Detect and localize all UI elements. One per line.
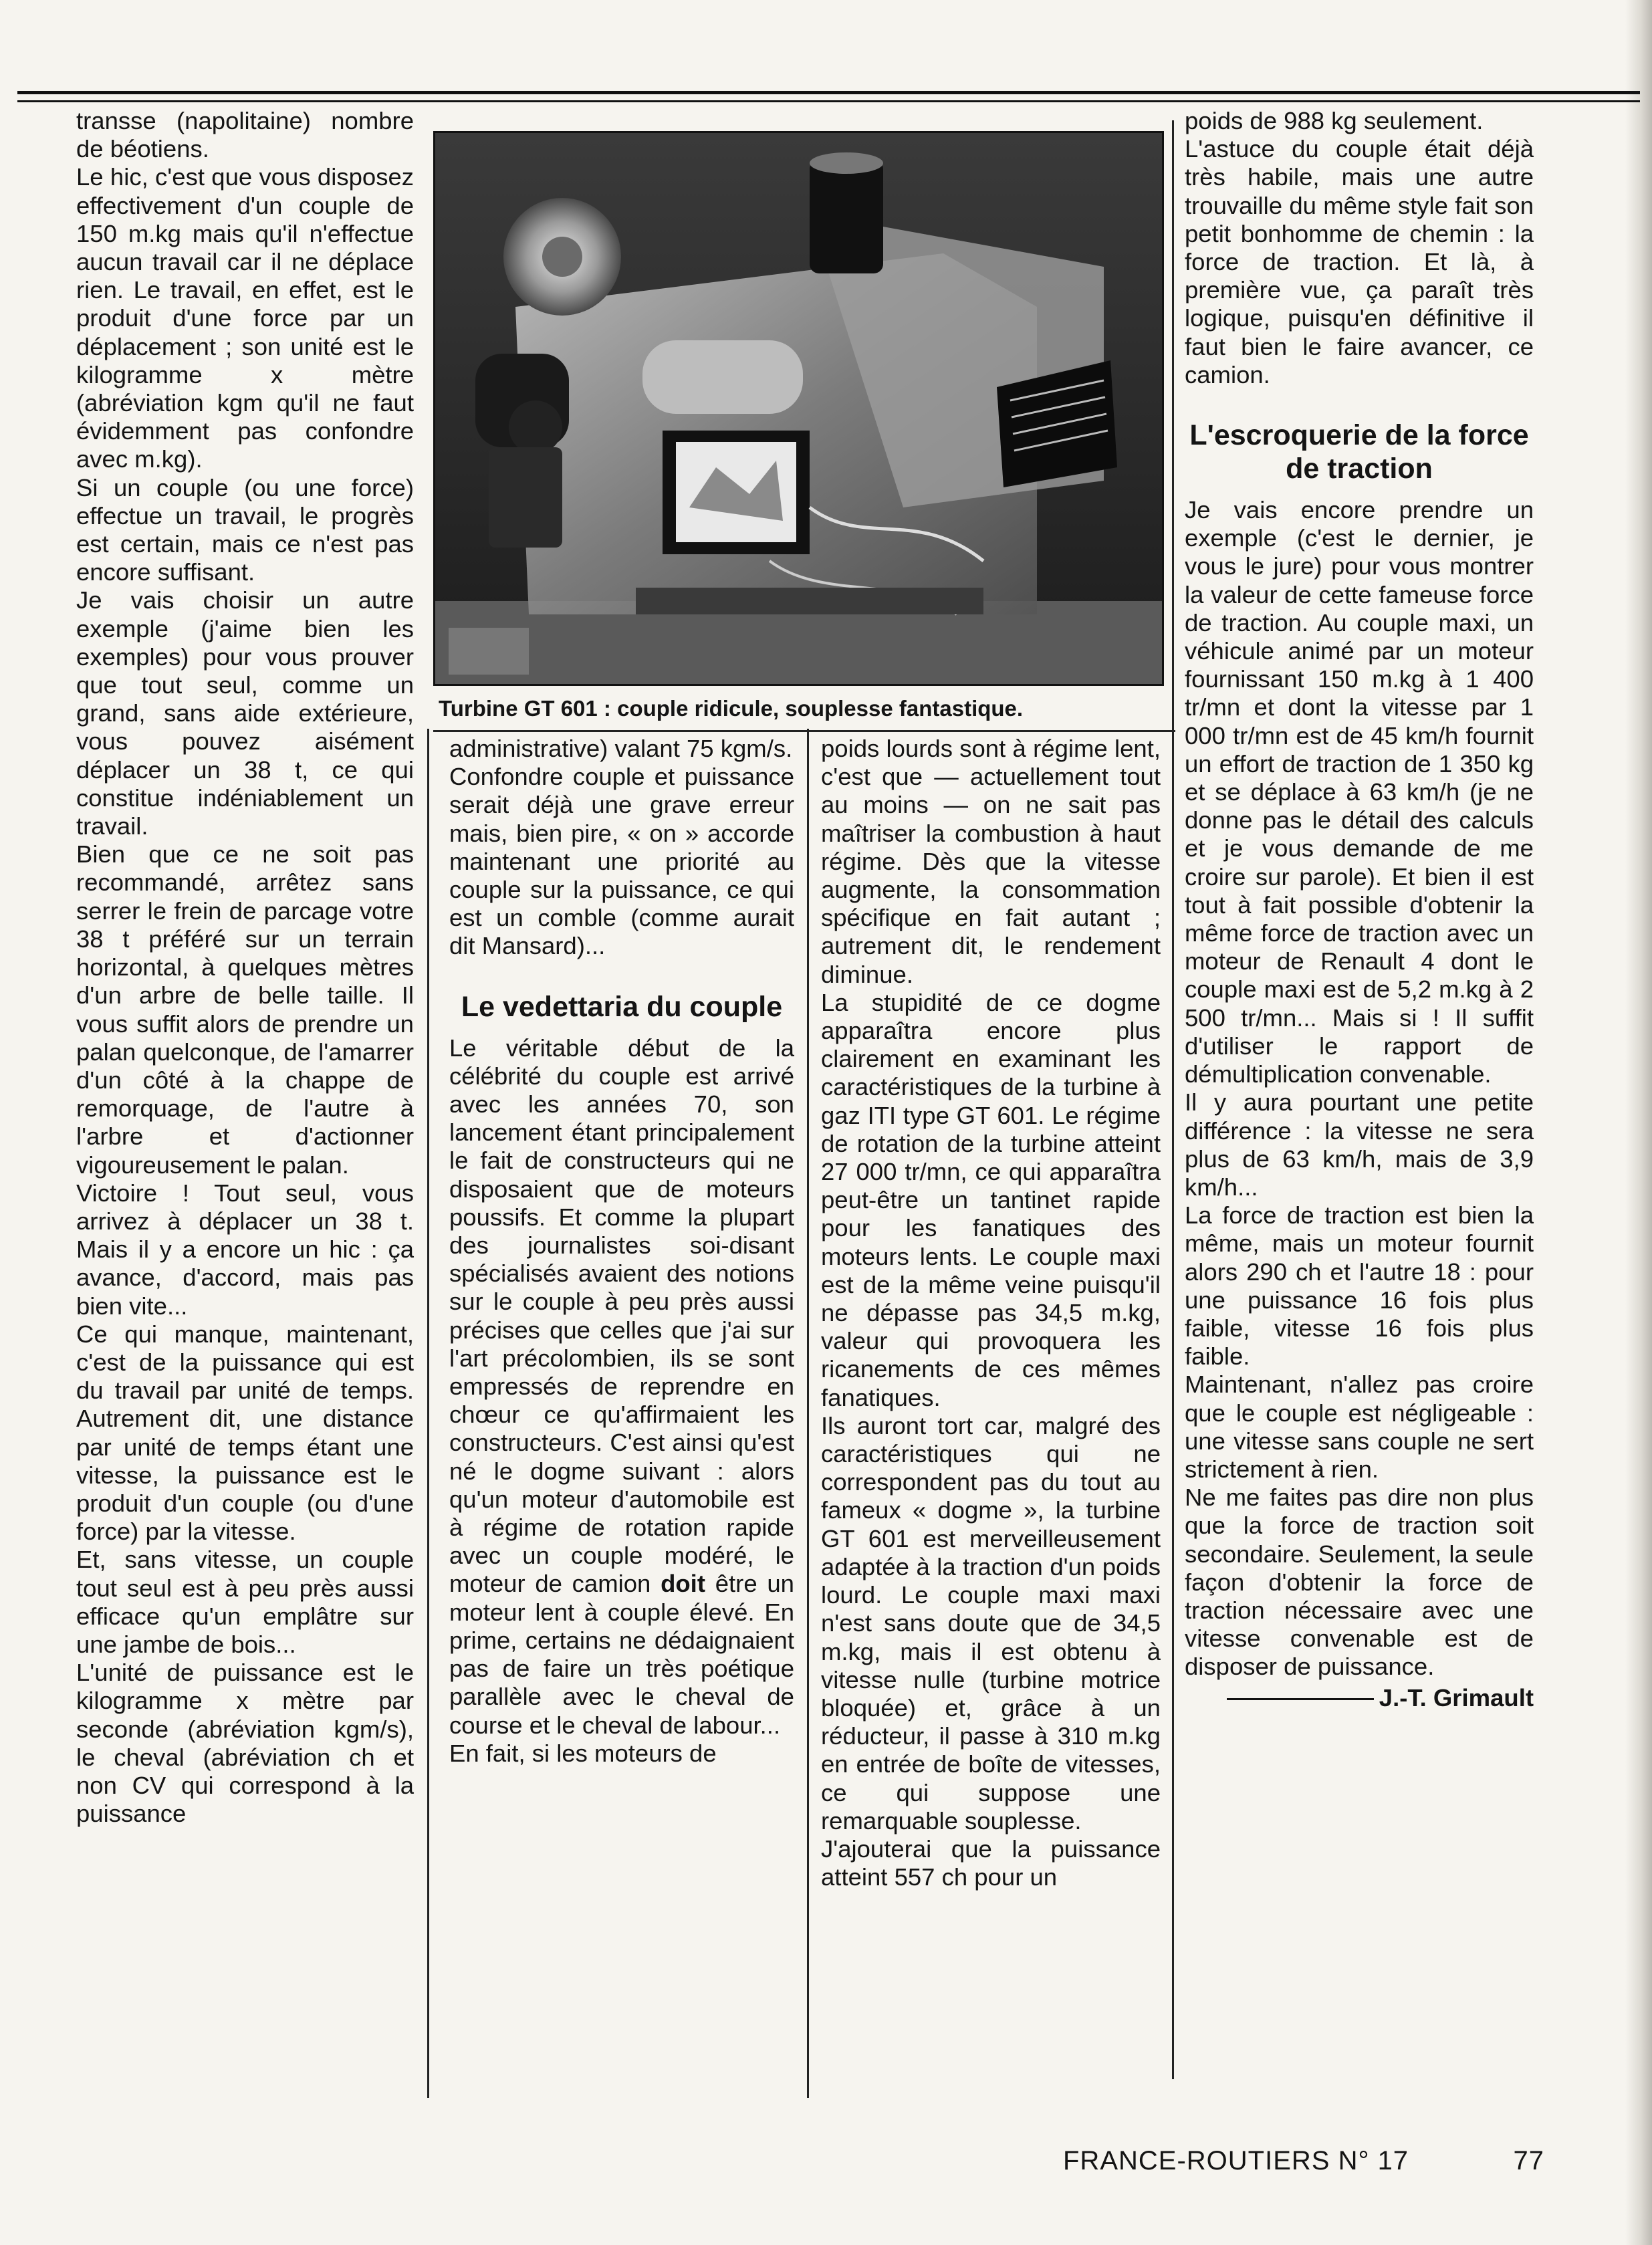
paragraph: poids de 988 kg seulement. xyxy=(1185,107,1484,134)
column-divider xyxy=(807,729,809,2098)
photo-caption: Turbine GT 601 : couple ridicule, souplesse fantastique. xyxy=(439,696,1024,721)
paragraph xyxy=(449,1034,794,1740)
column-divider xyxy=(427,729,429,2098)
turbine-photo xyxy=(433,131,1164,686)
section-heading: Le vedettaria du couple xyxy=(461,990,783,1023)
page-edge-shadow xyxy=(1625,0,1652,2245)
paragraph: Victoire ! Tout seul, vous arrivez à déplacer un 38 t. Mais il y a encore un hic : ça avance, d'accord, mais pas bien vite... xyxy=(76,1179,414,1320)
paragraph-text: Le véritable début de la célébrité du couple est arrivé avec les années 70, son lancement étant principalement le fait de constructeurs qui ne disposaient que de moteurs poussifs. Et comme la plupart des journalistes soi-disant spécialisés avaient des notions sur le couple à peu près aussi précises que celles que j'ai sur l'art précolombien, ils se sont empressés de reprendre en chœur ce qu'affirmaient les constructeurs. C'est ainsi qu'est né le dogme suivant : alors qu'un moteur d'automobile est à régime de rotation rapide avec un couple modéré, le moteur de camion xyxy=(449,1034,794,1598)
column-2 xyxy=(449,735,794,1768)
paragraph: poids lourds sont à régime lent, c'est que — actuellement tout au moins — on ne sait pas maîtriser la combustion à haut régime. Dès que la vitesse augmente, la consommation spécifique en fait autant ; autrement dit, le rendement diminue. xyxy=(821,735,1161,988)
paragraph: L'unité de puissance est le kilogramme x mètre par seconde (abréviation kgm/s), le cheval (abréviation ch et non CV qui correspond à la puissance xyxy=(76,1659,414,1828)
section-heading: L'escroquerie de la force de traction xyxy=(1189,419,1529,485)
author-name: J.-T. Grimault xyxy=(1379,1683,1534,1711)
paragraph: Le hic, c'est que vous disposez effectivement d'un couple de 150 m.kg mais qu'il n'effectue aucun travail car il ne déplace rien. Le travail, en effet, est le produit d'une force par un déplacement ; son unité est le kilogramme x mètre (abréviation kgm qu'il ne faut évidemment pas confondre avec m.kg). xyxy=(76,163,414,473)
column-1 xyxy=(76,107,414,1828)
top-rule-thin xyxy=(17,100,1640,102)
column-3 xyxy=(821,735,1161,1891)
author-signature xyxy=(1185,1684,1534,1712)
top-rule xyxy=(17,91,1640,94)
paragraph: Ils auront tort car, malgré des caractéristiques qui ne correspondent pas du tout au fameux « dogme », la turbine GT 601 est merveilleusement adaptée à la traction d'un poids lourd. Le couple maxi maxi n'est sans doute que de 34,5 m.kg, mais il est obtenu à vitesse nulle (turbine motrice bloquée) et, grâce à un réducteur, il passe à 310 m.kg en entrée de boîte de vitesses, ce qui suppose une remarquable souplesse. xyxy=(821,1411,1161,1835)
paragraph: L'astuce du couple était déjà très habile, mais une autre trouvaille du même style fait son petit bonhomme de chemin : la force de traction. Et là, à première vue, ça paraît très logique, puisqu'en définitive il faut bien le faire avancer, ce camion. xyxy=(1185,135,1534,388)
magazine-name: FRANCE-ROUTIERS N° 17 xyxy=(1063,2146,1409,2175)
paragraph: Confondre couple et puissance serait déjà une grave erreur mais, bien pire, « on » accorde maintenant une priorité au couple sur la puissance, ce qui est un comble (comme aurait dit Mansard)... xyxy=(449,763,794,960)
paragraph: Je vais choisir un autre exemple (j'aime bien les exemples) pour vous prouver que tout seul, comme un grand, sans aide extérieure, vous pouvez aisément déplacer un 38 t, ce qui constitue indéniablement un travail. xyxy=(76,586,414,840)
signature-rule xyxy=(1227,1698,1374,1700)
paragraph: Bien que ce ne soit pas recommandé, arrêtez sans serrer le frein de parcage votre 38 t préféré sur un terrain horizontal, à quelques mètres d'un arbre de belle taille. Il vous suffit alors de prendre un palan quelconque, de l'amarrer d'un côté à la chappe de remorquage, de l'autre à l'arbre et d'actionner vigoureusement le palan. xyxy=(76,840,414,1179)
column-divider xyxy=(1172,120,1174,2079)
paragraph: La stupidité de ce dogme apparaîtra encore plus clairement en examinant les caractéristiques de la turbine à gaz ITI type GT 601. Le régime de rotation de la turbine atteint 27 000 tr/mn, ce qui apparaîtra peut-être un tantinet rapide pour les fanatiques des moteurs lents. Le couple maxi est de la même veine puisqu'il ne dépasse pas 34,5 m.kg, valeur qui provoquera les ricanements de ces mêmes fanatiques. xyxy=(821,988,1161,1411)
paragraph: J'ajouterai que la puissance atteint 557 ch pour un xyxy=(821,1835,1161,1891)
paragraph: transse (napolitaine) nombre de béotiens. xyxy=(76,107,414,163)
column-4 xyxy=(1185,107,1534,1712)
paragraph: Si un couple (ou une force) effectue un travail, le progrès est certain, mais ce n'est pas encore suffisant. xyxy=(76,473,414,586)
paragraph: Je vais encore prendre un exemple (c'est le dernier, je vous le jure) pour vous montrer la valeur de cette fameuse force de traction. Au couple maxi, un véhicule animé par un moteur fournissant 150 m.kg à 1 400 tr/mn et dont la vitesse par 1 000 tr/mn est de 45 km/h fournit un effort de traction de 1 350 kg et se déplace à 63 km/h (je ne donne pas le détail des calculs et je vous demande de me croire sur parole). Et bien il est tout à fait possible d'obtenir la même force de traction avec un moteur de Renault 4 dont le couple maxi est de 5,2 m.kg à 2 500 tr/mn... Mais si ! Il suffit d'utiliser le rapport de démultiplication convenable. xyxy=(1185,496,1534,1088)
paragraph: Ce qui manque, maintenant, c'est de la puissance qui est du travail par unité de temps. Autrement dit, une distance par unité de temps étant une vitesse, la puissance est le produit d'un couple (ou d'une force) par la vitesse. xyxy=(76,1320,414,1546)
paragraph: Et, sans vitesse, un couple tout seul est à peu près aussi efficace qu'un emplâtre sur une jambe de bois... xyxy=(76,1546,414,1658)
paragraph: En fait, si les moteurs de xyxy=(449,1739,717,1767)
paragraph: administrative) valant 75 kgm/s. xyxy=(449,735,793,762)
emphasis: doit xyxy=(661,1570,705,1598)
paragraph: Ne me faites pas dire non plus que la force de traction soit secondaire. Seulement, la seule façon d'obtenir la force de traction nécessaire avec une vitesse convenable est de disposer de puissance. xyxy=(1185,1484,1534,1681)
caption-rule xyxy=(433,730,1175,732)
paragraph: Il y aura pourtant une petite différence : la vitesse ne sera plus de 63 km/h, mais de 3,9 km/h... xyxy=(1185,1088,1534,1201)
paragraph-text: être un moteur lent à couple élevé. En prime, certains ne dédaignaient pas de faire un très poétique parallèle avec le cheval de course et le cheval de labour... xyxy=(449,1570,794,1739)
paragraph: Maintenant, n'allez pas croire que le couple est négligeable : une vitesse sans couple ne sert strictement à rien. xyxy=(1185,1371,1534,1483)
page-number: 77 xyxy=(1513,2146,1544,2175)
paragraph: La force de traction est bien la même, mais un moteur fournit alors 290 ch et l'autre 18 : pour une puissance 16 fois plus faible, vitesse 16 fois plus faible. xyxy=(1185,1201,1534,1371)
